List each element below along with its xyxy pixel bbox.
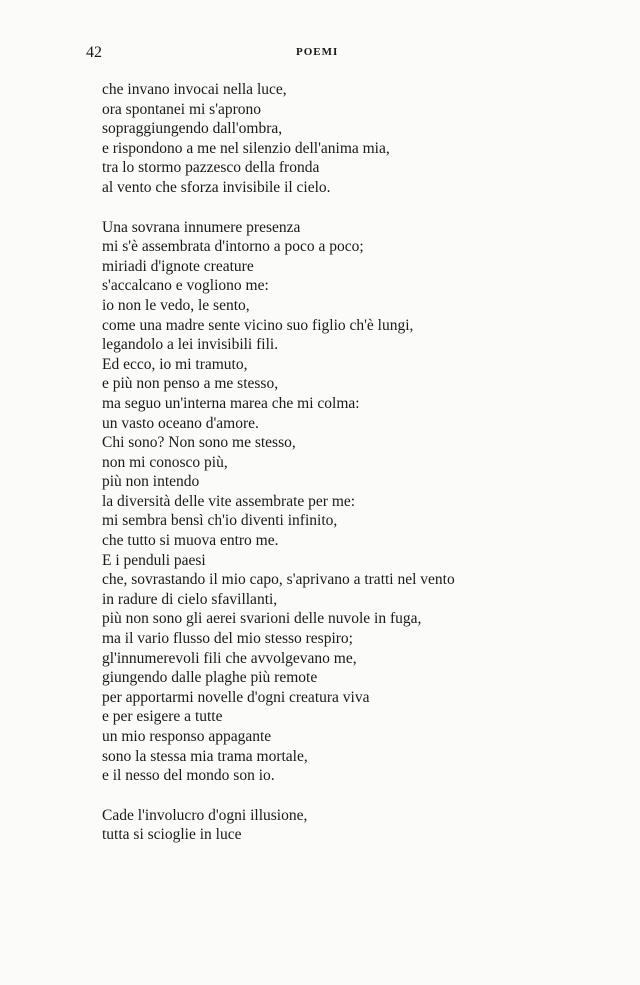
poem-line: Ed ecco, io mi tramuto,	[102, 355, 248, 373]
poem-line: mi sembra bensì ch'io diventi infinito,	[102, 512, 338, 530]
poem-line: ora spontanei mi s'aprono	[102, 100, 262, 118]
poem-line: s'accalcano e vogliono me:	[102, 277, 269, 295]
stanza	[102, 806, 542, 845]
poem-line: in radure di cielo sfavillanti,	[102, 590, 278, 608]
poem-line: più non intendo	[102, 473, 200, 491]
poem-line: legandolo a lei invisibili fili.	[102, 336, 279, 354]
poem-line: ma seguo un'interna marea che mi colma:	[102, 394, 360, 412]
poem-line: e più non penso a me stesso,	[102, 375, 279, 393]
poem-line: al vento che sforza invisibile il cielo.	[102, 178, 331, 196]
poem-line: Chi sono? Non sono me stesso,	[102, 434, 296, 452]
poem-line: che tutto si muova entro me.	[102, 532, 279, 550]
stanza	[102, 80, 542, 198]
poem-line: che, sovrastando il mio capo, s'aprivano a tratti nel vento	[102, 571, 455, 589]
poem-line: E i penduli paesi	[102, 551, 206, 569]
poem-line: la diversità delle vite assembrate per me:	[102, 492, 356, 510]
poem-line: Una sovrana innumere presenza	[102, 218, 301, 236]
poem-line: sopraggiungendo dall'ombra,	[102, 120, 283, 138]
page-number: 42	[86, 44, 102, 61]
poem-line: miriadi d'ignote creature	[102, 257, 254, 275]
poem-line: più non sono gli aerei svarioni delle nuvole in fuga,	[102, 610, 422, 628]
poem-line: Cade l'involucro d'ogni illusione,	[102, 806, 308, 824]
poem-line: ma il vario flusso del mio stesso respiro;	[102, 630, 353, 648]
poem-line: come una madre sente vicino suo figlio ch'è lungi,	[102, 316, 414, 334]
poem-line: tra lo stormo pazzesco della fronda	[102, 159, 320, 177]
poem-line: gl'innumerevoli fili che avvolgevano me,	[102, 649, 357, 667]
running-title: POEMI	[296, 46, 339, 58]
poem-body	[102, 80, 542, 845]
stanza	[102, 218, 542, 786]
page-header	[86, 44, 546, 64]
poem-line: e rispondono a me nel silenzio dell'anima mia,	[102, 139, 390, 157]
poem-line: tutta si scioglie in luce	[102, 826, 242, 844]
poem-line: un mio responso appagante	[102, 728, 272, 745]
poem-line: per apportarmi novelle d'ogni creatura viva	[102, 688, 370, 706]
poem-line: un vasto oceano d'amore.	[102, 414, 259, 432]
poem-line: e per esigere a tutte	[102, 708, 223, 726]
poem-line: e il nesso del mondo son io.	[102, 767, 275, 785]
poem-line: non mi conosco più,	[102, 453, 228, 471]
poem-line: mi s'è assembrata d'intorno a poco a poco;	[102, 238, 364, 256]
poem-line: io non le vedo, le sento,	[102, 296, 250, 314]
poem-line: giungendo dalle plaghe più remote	[102, 669, 318, 687]
poem-line: che invano invocai nella luce,	[102, 81, 287, 98]
poem-line: sono la stessa mia trama mortale,	[102, 747, 308, 765]
